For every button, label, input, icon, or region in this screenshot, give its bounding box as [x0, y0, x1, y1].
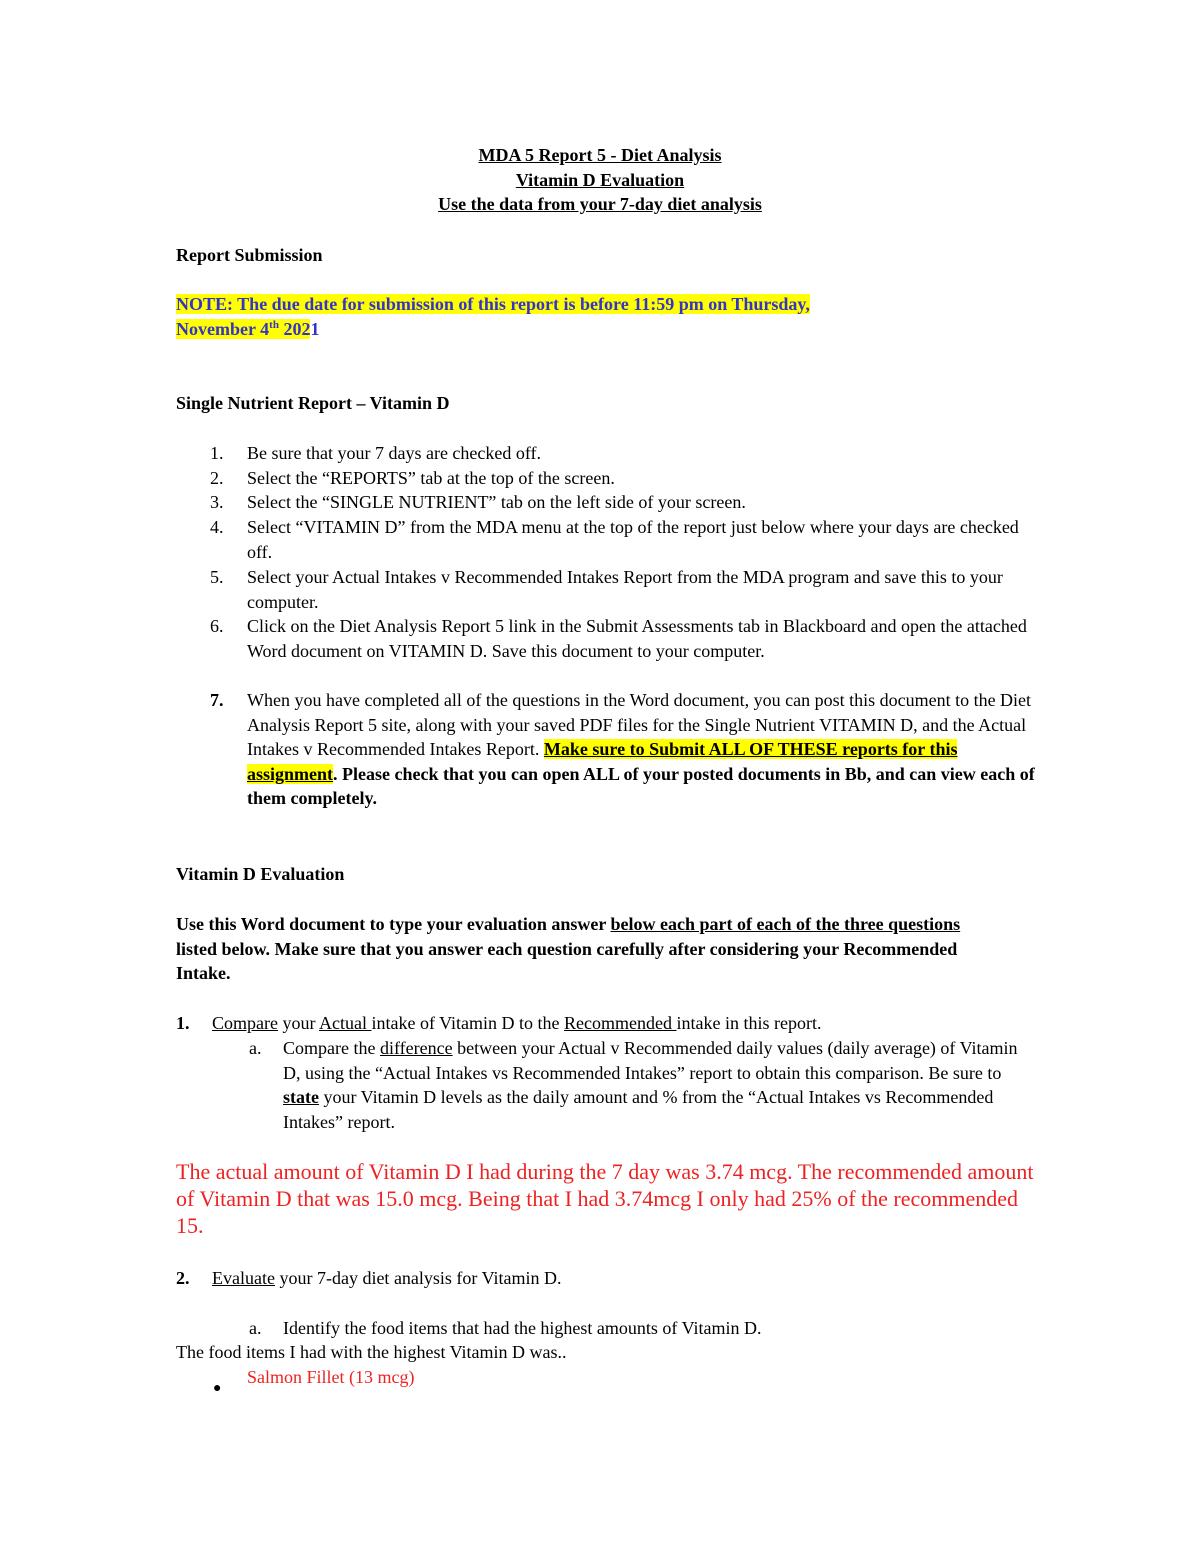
step-number: 4.: [210, 517, 224, 537]
evaluation-instructions: Use this Word document to type your evaluation answer below each part of each of the three questions listed below. Make sure that you answer each question carefully after considering your Recommended Intake.: [176, 914, 961, 983]
answer-1: The actual amount of Vitamin D I had during the 7 day was 3.74 mcg. The recommended amount of Vitamin D that was 15.0 mcg. Being that I had 3.74mcg I only had 25% of the recommended 15.: [176, 1159, 1034, 1238]
step-text: Select the “REPORTS” tab at the top of the screen.: [247, 468, 615, 488]
step-number: 2.: [210, 468, 224, 488]
step-text: Select the “SINGLE NUTRIENT” tab on the left side of your screen.: [247, 492, 746, 512]
question-number: 1.: [176, 1013, 190, 1033]
doc-instruction-title: Use the data from your 7-day diet analysis: [438, 194, 762, 214]
submit-all-highlight: Make sure to Submit ALL OF THESE reports for this assignment: [247, 739, 958, 784]
due-date-line2: November 4th 202: [176, 318, 311, 339]
bullet-icon: ●: [213, 1381, 222, 1396]
answer-2-intro: The food items I had with the highest Vitamin D was..: [176, 1342, 567, 1362]
step-text: Select “VITAMIN D” from the MDA menu at the top of the report just below where your days are checked off.: [247, 517, 1019, 562]
evaluation-heading: Vitamin D Evaluation: [176, 864, 345, 884]
question-number: 2.: [176, 1268, 190, 1288]
step-number: 6.: [210, 616, 224, 636]
step-number: 3.: [210, 492, 224, 512]
step-number: 1.: [210, 443, 224, 463]
answer-2-item: Salmon Fillet (13 mcg): [247, 1367, 415, 1387]
step-number: 7.: [210, 690, 224, 710]
single-nutrient-heading: Single Nutrient Report – Vitamin D: [176, 393, 450, 413]
question-1a-text: Compare the difference between your Actual v Recommended daily values (daily average) of Vitamin D, using the “Actual Intakes vs Recommended Intakes” report to obtain this comparison. Be sure to state your Vitamin D levels as the daily amount and % from the “Actual Intakes vs Recommended Intakes” report.: [283, 1038, 1018, 1132]
step-number: 5.: [210, 567, 224, 587]
step-text: When you have completed all of the questions in the Word document, you can post this document to the Diet Analysis Report 5 site, along with your saved PDF files for the Single Nutrient VITAMIN D, and the Actual Intakes v Recommended Intakes Report. Make sure to Submit ALL OF THESE reports for this assignment. Please check that you can open ALL of your posted documents in Bb, and can view each of them completely.: [247, 690, 1035, 808]
subquestion-letter: a.: [249, 1318, 262, 1338]
step-text: Select your Actual Intakes v Recommended Intakes Report from the MDA program and save this to your computer.: [247, 567, 1003, 612]
question-1-text: Compare your Actual intake of Vitamin D to the Recommended intake in this report.: [212, 1013, 822, 1033]
report-submission-heading: Report Submission: [176, 245, 323, 265]
step-text: Be sure that your 7 days are checked off.: [247, 443, 542, 463]
doc-subtitle: Vitamin D Evaluation: [515, 170, 685, 190]
step-text: Click on the Diet Analysis Report 5 link in the Submit Assessments tab in Blackboard and open the attached Word document on VITAMIN D. Save this document to your computer.: [247, 616, 1027, 661]
due-date-line1: NOTE: The due date for submission of this report is before 11:59 pm on Thursday,: [176, 294, 810, 314]
question-2a-text: Identify the food items that had the highest amounts of Vitamin D.: [283, 1318, 762, 1338]
due-date-note: NOTE: The due date for submission of this report is before 11:59 pm on Thursday, November 4th 2021: [176, 294, 810, 339]
doc-title: MDA 5 Report 5 - Diet Analysis: [478, 145, 722, 165]
question-2-text: Evaluate your 7-day diet analysis for Vitamin D.: [212, 1268, 562, 1288]
subquestion-letter: a.: [249, 1038, 262, 1058]
